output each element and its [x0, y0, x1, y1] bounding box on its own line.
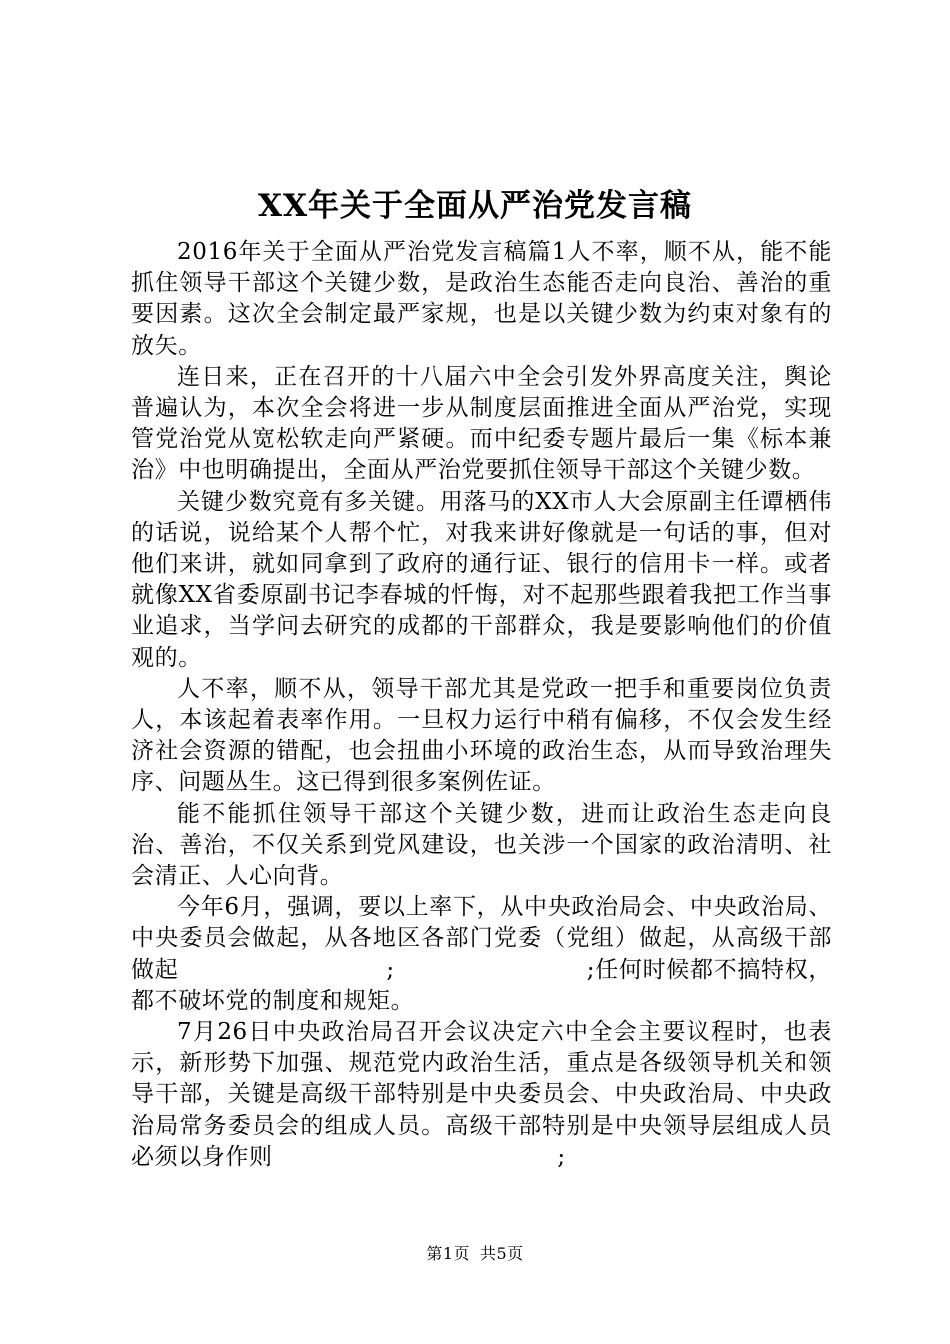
page-number: 第1页 [426, 1244, 470, 1263]
paragraph-2: 连日来，正在召开的十八届六中全会引发外界高度关注，舆论普遍认为，本次全会将进一步从制度层面推进全面从严治党，实现管党治党从宽松软走向严紧硬。而中纪委专题片最后一集《标本兼治》中也明确提出，全面从严治党要抓住领导干部这个关键少数。 [131, 363, 832, 484]
paragraph-4: 人不率，顺不从，领导干部尤其是党政一把手和重要岗位负责人，本该起着表率作用。一旦权力运行中稍有偏移，不仅会发生经济社会资源的错配，也会扭曲小环境的政治生态，从而导致治理失序、问题丛生。这已得到很多案例佐证。 [131, 675, 832, 796]
paragraph-6: 今年6月，强调，要以上率下，从中央政治局会、中央政治局、中央委员会做起，从各地区各部门党委（党组）做起，从高级干部做起 ; ;任何时候都不搞特权，都不破坏党的制度和规矩。 [131, 894, 832, 1014]
page-total: 共5页 [480, 1244, 524, 1263]
paragraph-7: 7月26日中央政治局召开会议决定六中全会主要议程时，也表示，新形势下加强、规范党内政治生活，重点是各级领导机关和领导干部，关键是高级干部特别是中央委员会、中央政治局、中央政治局常务委员会的组成人员。高级干部特别是中央领导层组成人员必须以身作则 ; [131, 1019, 832, 1170]
paragraph-5: 能不能抓住领导干部这个关键少数，进而让政治生态走向良治、善治，不仅关系到党风建设，也关涉一个国家的政治清明、社会清正、人心向背。 [131, 800, 832, 890]
document-title: XX年关于全面从严治党发言稿 [257, 188, 693, 224]
document-body [131, 237, 832, 1173]
paragraph-1: 2016年关于全面从严治党发言稿篇1人不率，顺不从，能不能抓住领导干部这个关键少数，是政治生态能否走向良治、善治的重要因素。这次全会制定最严家规，也是以关键少数为约束对象有的放矢。 [131, 239, 832, 359]
page-footer [0, 1242, 950, 1266]
paragraph-3: 关键少数究竟有多关键。用落马的XX市人大会原副主任谭栖伟的话说，说给某个人帮个忙，对我来讲好像就是一句话的事，但对他们来讲，就如同拿到了政府的通行证、银行的信用卡一样。或者就像XX省委原副书记李春城的忏悔，对不起那些跟着我把工作当事业追求，当学问去研究的成都的干部群众，我是要影响他们的价值观的。 [131, 488, 832, 671]
